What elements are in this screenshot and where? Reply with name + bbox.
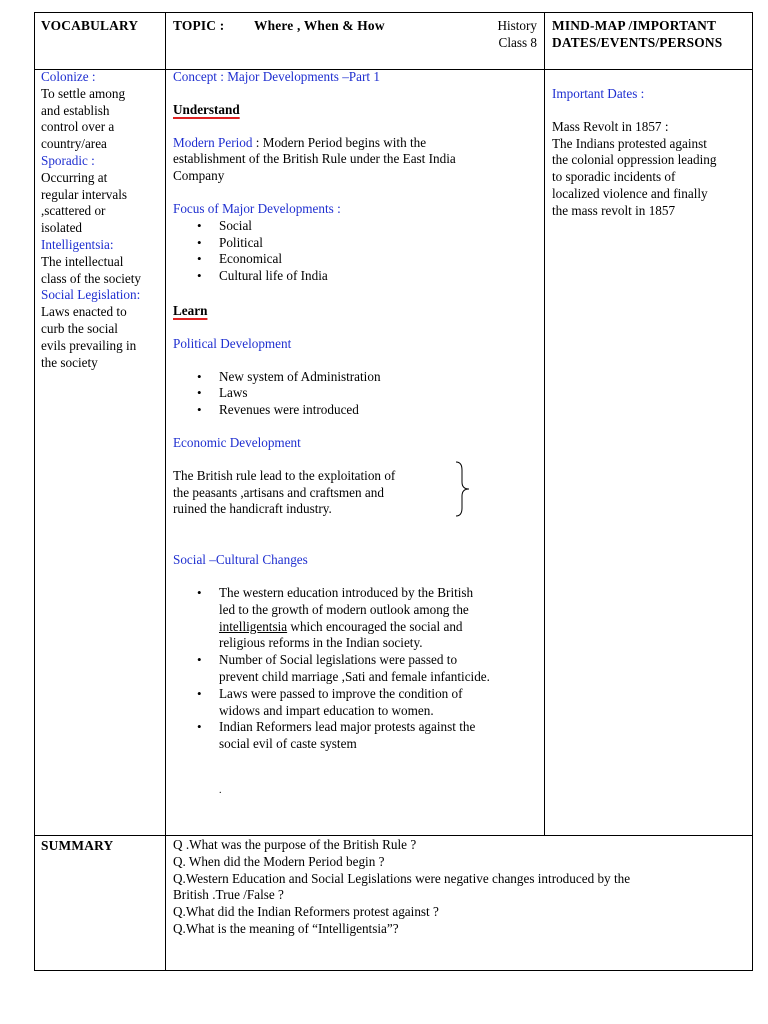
summary-line: Q. When did the Modern Period begin ? — [173, 853, 385, 869]
event-title: Mass Revolt in 1857 : — [552, 118, 669, 134]
table-border-left — [34, 12, 35, 971]
learn-heading: Learn — [173, 302, 208, 318]
political-list — [173, 369, 541, 419]
economic-line: the peasants ,artisans and craftsmen and — [173, 484, 384, 500]
summary-line: British .True /False ? — [173, 887, 284, 903]
class-label: Class 8 — [498, 34, 537, 50]
vocab-definition-line: To settle among — [41, 85, 126, 101]
list-item: • Cultural life of India — [173, 268, 541, 285]
focus-heading: Focus of Major Developments : — [173, 200, 341, 216]
table-column-divider-1 — [165, 12, 166, 971]
vocab-term: Colonize : — [41, 69, 96, 84]
vocab-definition-line: and establish — [41, 102, 110, 118]
summary-questions — [173, 837, 749, 938]
vocab-definition-line: regular intervals — [41, 186, 128, 202]
vocab-term: Sporadic : — [41, 152, 95, 168]
table-column-divider-2 — [544, 12, 545, 836]
political-heading: Political Development — [173, 335, 292, 351]
list-item-line: led to the growth of modern outlook among the — [219, 601, 469, 617]
summary-heading: SUMMARY — [41, 838, 114, 853]
vocab-definition-line: the society — [41, 354, 98, 370]
mindmap-heading-line-1: MIND-MAP /IMPORTANT — [552, 18, 717, 33]
vocab-entry — [41, 153, 163, 237]
understand-heading: Understand — [173, 101, 240, 117]
vocab-definition-line: control over a — [41, 119, 115, 135]
table-summary-divider — [34, 835, 753, 836]
modern-period-paragraph — [173, 135, 541, 185]
vocab-definition-line: class of the society — [41, 270, 141, 286]
main-column — [173, 69, 541, 800]
event-line: to sporadic incidents of — [552, 169, 676, 185]
vocab-entry — [41, 287, 163, 371]
vocab-definition-line: country/area — [41, 136, 107, 152]
summary-line: Q .What was the purpose of the British Rule ? — [173, 837, 417, 852]
list-item-line: • The western education introduced by the British — [219, 584, 474, 600]
economic-line: The British rule lead to the exploitation of — [173, 467, 396, 483]
vocabulary-heading: VOCABULARY — [41, 18, 139, 33]
list-item: • Revenues were introduced — [173, 402, 541, 419]
list-item — [173, 652, 541, 686]
table-border-bottom — [34, 970, 753, 971]
event-line: the colonial oppression leading — [552, 152, 717, 168]
social-heading: Social –Cultural Changes — [173, 552, 308, 568]
list-item: • Political — [173, 235, 541, 252]
list-item-line: social evil of caste system — [219, 736, 357, 752]
summary-line: Q.What did the Indian Reformers protest against ? — [173, 904, 439, 920]
modern-period-text: Company — [173, 168, 225, 184]
vocab-entry — [41, 237, 163, 287]
subject-class — [484, 18, 537, 52]
social-list — [173, 585, 541, 753]
modern-period-text: establishment of the British Rule under the East India — [173, 151, 456, 167]
summary-line: Q.Western Education and Social Legislations were negative changes introduced by the — [173, 870, 631, 886]
stray-dot: . — [219, 784, 222, 796]
vocab-term: Social Legislation: — [41, 287, 141, 303]
mindmap-heading-line-2: DATES/EVENTS/PERSONS — [552, 34, 723, 50]
list-item-line: religious reforms in the Indian society. — [219, 635, 423, 651]
list-item: • Social — [173, 218, 541, 235]
list-item: • Laws — [173, 385, 541, 402]
list-item-line: • Laws were passed to improve the condition of — [219, 685, 463, 701]
modern-period-label: Modern Period — [173, 134, 253, 150]
modern-period-text: : Modern Period begins with the — [252, 134, 427, 150]
mindmap-column — [552, 86, 750, 220]
table-border-top — [34, 12, 753, 13]
table-border-right — [752, 12, 753, 971]
list-item — [173, 585, 541, 652]
vocabulary-column — [41, 69, 163, 371]
intelligentsia-term: intelligentsia — [219, 618, 288, 634]
economic-heading: Economic Development — [173, 434, 301, 450]
event-line: localized violence and finally — [552, 185, 708, 201]
vocab-definition-line: The intellectual — [41, 253, 124, 269]
mindmap-heading — [552, 18, 722, 52]
vocab-term: Intelligentsia: — [41, 236, 114, 252]
vocab-entry — [41, 69, 163, 153]
summary-line: Q.What is the meaning of “Intelligentsia”? — [173, 920, 399, 936]
concept-heading: Concept : Major Developments –Part 1 — [173, 69, 380, 84]
list-item: • Economical — [173, 251, 541, 268]
list-item-line: • Number of Social legislations were passed to — [219, 652, 458, 668]
topic-label: TOPIC : — [173, 18, 225, 33]
event-line: the mass revolt in 1857 — [552, 202, 676, 218]
list-item: • New system of Administration — [173, 369, 541, 386]
subject-label: History — [497, 18, 537, 33]
economic-line: ruined the handicraft industry. — [173, 501, 332, 517]
vocab-definition-line: isolated — [41, 220, 83, 236]
worksheet-table — [34, 12, 753, 970]
list-item — [173, 686, 541, 720]
list-item-line: widows and impart education to women. — [219, 702, 434, 718]
economic-paragraph — [173, 468, 541, 518]
topic-title: Where , When & How — [254, 18, 385, 33]
vocab-definition-line: Laws enacted to — [41, 304, 127, 320]
curly-brace-icon — [453, 460, 473, 518]
list-item — [173, 719, 541, 753]
vocab-definition-line: Occurring at — [41, 169, 108, 185]
list-item-line: • Indian Reformers lead major protests against the — [219, 719, 476, 735]
vocab-definition-line: ,scattered or — [41, 203, 106, 219]
focus-list — [173, 218, 541, 285]
vocab-definition-line: evils prevailing in — [41, 337, 137, 353]
list-item-line: prevent child marriage ,Sati and female infanticide. — [219, 668, 490, 684]
list-item-line: which encouraged the social and — [287, 618, 463, 634]
vocab-definition-line: curb the social — [41, 320, 118, 336]
important-dates-heading: Important Dates : — [552, 86, 645, 101]
event-line: The Indians protested against — [552, 135, 707, 151]
